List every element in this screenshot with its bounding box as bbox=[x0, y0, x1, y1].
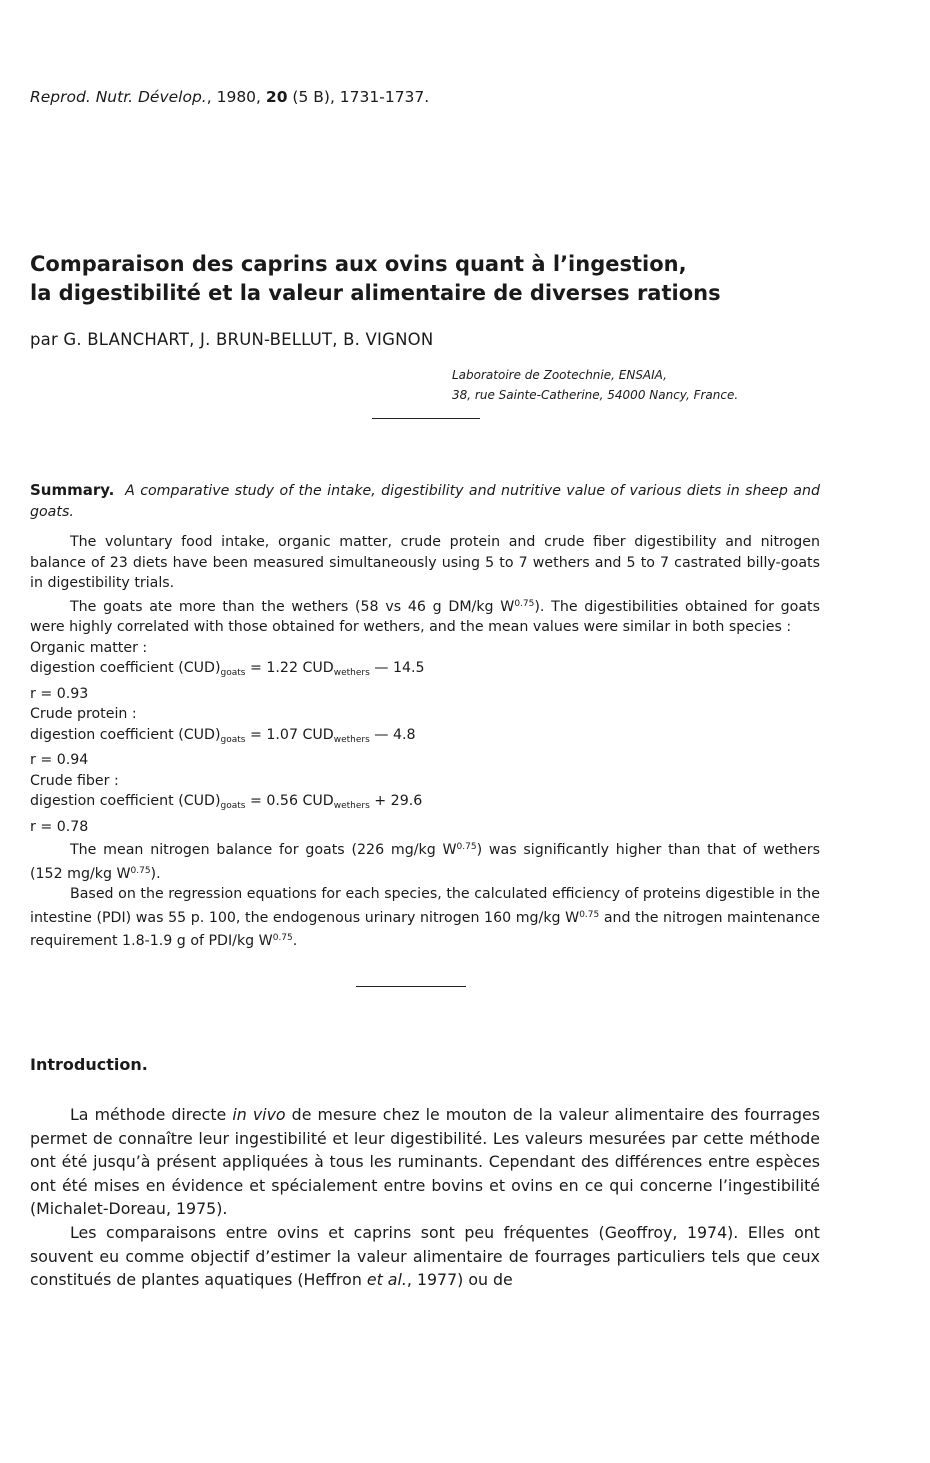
equation-label: Crude protein : bbox=[30, 706, 137, 722]
citation-issue-pages: (5 B), 1731-1737. bbox=[292, 88, 430, 106]
affiliation-line-1: Laboratoire de Zootechnie, ENSAIA, bbox=[452, 368, 667, 382]
title-line-1: Comparaison des caprins aux ovins quant à l’ingestion, bbox=[30, 252, 687, 276]
correlation-value: r = 0.78 bbox=[30, 818, 89, 835]
equation: digestion coefficient $(CUD)_{goats} = 1.07$ $CUD_{wethers}$ — 4.8 bbox=[30, 726, 416, 745]
summary-paragraph: The voluntary food intake, organic matter, crude protein and crude fiber digestibility and nitrogen balance of 23 diets have been measured simultaneously using 5 to 7 wethers and 5 to 7 castrated billy-goats in digestibility trials. bbox=[30, 534, 820, 591]
summary-paragraph: The mean nitrogen balance for goats (226 mg/kg $W^{0.75}$) was significantly higher than that of wethers (152 mg/kg $W^{0.75}$). bbox=[30, 842, 821, 882]
summary-heading bbox=[30, 480, 820, 522]
journal-name: Reprod. Nutr. Dévelop. bbox=[30, 88, 207, 106]
correlation-value: r = 0.94 bbox=[30, 752, 89, 768]
summary-section bbox=[30, 480, 820, 952]
summary-paragraph: Based on the regression equations for each species, the calculated efficiency of proteins digestible in the intestine (PDI) was 55 p. 100, the endogenous urinary nitrogen 160 mg/kg $W^{0.75}$ and the nitrogen maintenance requirement 1.8-1.9 g of PDI/kg $W^{0.75}$. bbox=[30, 886, 820, 949]
body-paragraph: La méthode directe in vivo de mesure chez le mouton de la valeur alimentaire des fourrages permet de connaître leur ingestibilité et leur digestibilité. Les valeurs mesurées par cette méthode ont été jusqu’à présent appliquées à tous les ruminants. Cependant des différences entre espèces ont été mises en évidence et spécialement entre bovins et ovins en ce qui concerne l’ingestibilité (Michalet-Doreau, 1975). bbox=[30, 1105, 820, 1219]
separator-rule bbox=[356, 986, 466, 987]
summary-subtitle: A comparative study of the intake, digestibility and nutritive value of various diets in sheep and goats. bbox=[30, 483, 820, 520]
summary-paragraph: The goats ate more than the wethers (58 vs 46 g DM/kg $W^{0.75}$). The digestibilities obtained for goats were highly correlated with those obtained for wethers, and the mean values were similar in both species : bbox=[30, 598, 820, 635]
citation-year: 1980, bbox=[216, 88, 261, 106]
separator-rule bbox=[372, 418, 480, 419]
affiliation-line-2: 38, rue Sainte-Catherine, 54000 Nancy, France. bbox=[452, 388, 739, 402]
equation: digestion coefficient $(CUD)_{goats} = 0.56$ $CUD_{wethers} + 29.6$ bbox=[30, 793, 423, 811]
journal-citation: Reprod. Nutr. Dévelop., 1980, 20 (5 B), 1731-1737. bbox=[30, 88, 430, 106]
affiliation bbox=[452, 365, 738, 405]
title-line-2: la digestibilité et la valeur alimentaire de diverses rations bbox=[30, 281, 721, 305]
correlation-value: r = 0.93 bbox=[30, 685, 89, 702]
equation: digestion coefficient $(CUD)_{goats} = 1.22$ $CUD_{wethers}$ — 14.5 bbox=[30, 660, 425, 678]
equation-label: Organic matter : bbox=[30, 639, 148, 656]
authors: par G. BLANCHART, J. BRUN-BELLUT, B. VIGNON bbox=[30, 330, 434, 349]
article-title bbox=[30, 250, 900, 308]
body-paragraph: Les comparaisons entre ovins et caprins sont peu fréquentes (Geoffroy, 1974). Elles ont souvent eu comme objectif d’estimer la valeur alimentaire de fourrages particuliers tels que ceux constitués de plantes aquatiques (Heffron et al., 1977) ou de bbox=[30, 1222, 820, 1290]
equation-label: Crude fiber : bbox=[30, 772, 119, 789]
section-heading: Introduction. bbox=[30, 1055, 148, 1074]
citation-volume: 20 bbox=[265, 88, 288, 106]
summary-label: Summary. bbox=[30, 481, 115, 499]
introduction-body bbox=[30, 1103, 820, 1292]
